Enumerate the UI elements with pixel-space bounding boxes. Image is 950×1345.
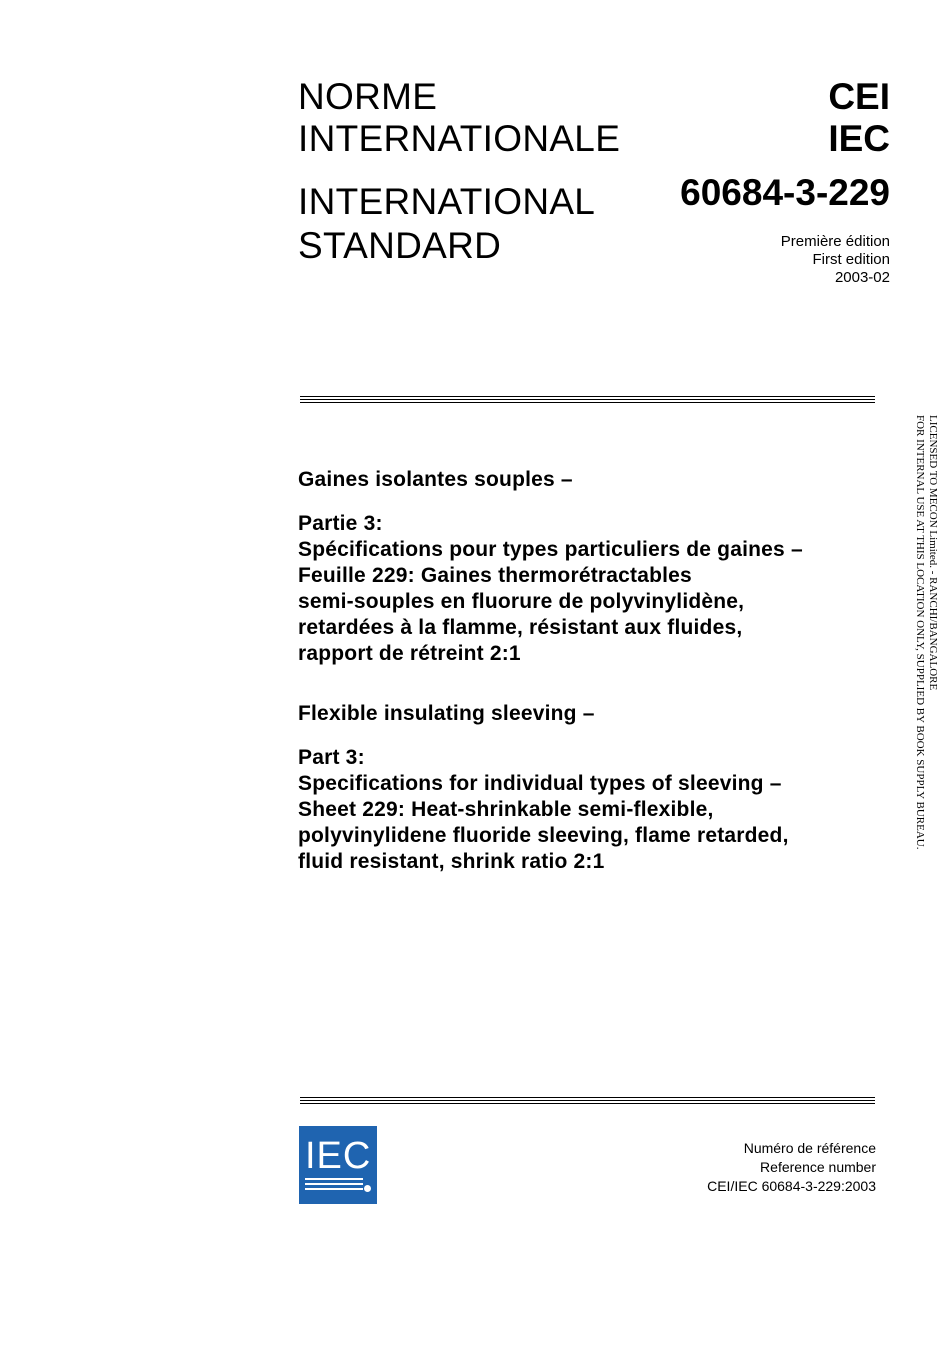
part-title-fr-line: rapport de rétreint 2:1 [298, 642, 521, 665]
part-title-en-line: fluid resistant, shrink ratio 2:1 [298, 850, 605, 873]
part-title-en-line: Specifications for individual types of sleeving – [298, 772, 782, 795]
standard-number: 60684-3-229 [680, 172, 890, 213]
part-title-en-line: polyvinylidene fluoride sleeving, flame retarded, [298, 824, 789, 847]
part-heading-en: Part 3: [298, 746, 365, 769]
logo-stripe [305, 1183, 363, 1185]
part-title-en [298, 771, 878, 875]
part-title-en-line: Sheet 229: Heat-shrinkable semi-flexible, [298, 798, 714, 821]
iec-logo-text: IEC [305, 1135, 372, 1177]
reference-number [707, 1139, 876, 1196]
logo-stripe [305, 1178, 363, 1180]
edition-en: First edition [812, 251, 890, 268]
license-line-2: FOR INTERNAL USE AT THIS LOCATION ONLY, SUPPLIED BY BOOK SUPPLY BUREAU. [914, 415, 926, 850]
bottom-divider [300, 1097, 875, 1106]
subject-en: Flexible insulating sleeving – [298, 702, 595, 725]
standard-line-2: STANDARD [298, 225, 502, 266]
logo-stripe [305, 1188, 363, 1190]
reference-code: CEI/IEC 60684-3-229:2003 [707, 1178, 876, 1194]
title-french-norme [298, 76, 620, 160]
edition-info [781, 233, 890, 287]
iec-logo [299, 1126, 377, 1204]
cei-code: CEI [828, 76, 890, 117]
iec-code: IEC [828, 118, 890, 159]
logo-dot [364, 1185, 371, 1192]
standard-line-1: INTERNATIONAL [298, 181, 596, 222]
top-divider [300, 396, 875, 405]
part-title-fr-line: retardées à la flamme, résistant aux fluides, [298, 616, 743, 639]
norme-line-2: INTERNATIONALE [298, 118, 621, 159]
reference-label-fr: Numéro de référence [743, 1140, 876, 1156]
edition-fr: Première édition [780, 233, 890, 250]
part-title-fr-line: semi-souples en fluorure de polyvinylidène, [298, 590, 745, 613]
license-notice [913, 415, 939, 935]
norme-line-1: NORME [298, 76, 438, 117]
part-heading-fr: Partie 3: [298, 512, 383, 535]
document-titles [298, 467, 878, 875]
reference-label-en: Reference number [760, 1159, 876, 1175]
subject-fr: Gaines isolantes souples – [298, 468, 573, 491]
license-line-1: LICENSED TO MECON Limited. - RANCHI/BANGALORE [927, 415, 939, 691]
organization-codes [828, 76, 890, 160]
title-english-standard [298, 180, 595, 268]
part-title-fr [298, 537, 878, 667]
part-title-fr-line: Feuille 229: Gaines thermorétractables [298, 564, 692, 587]
edition-date: 2003-02 [834, 269, 890, 286]
part-title-fr-line: Spécifications pour types particuliers de gaines – [298, 538, 803, 561]
